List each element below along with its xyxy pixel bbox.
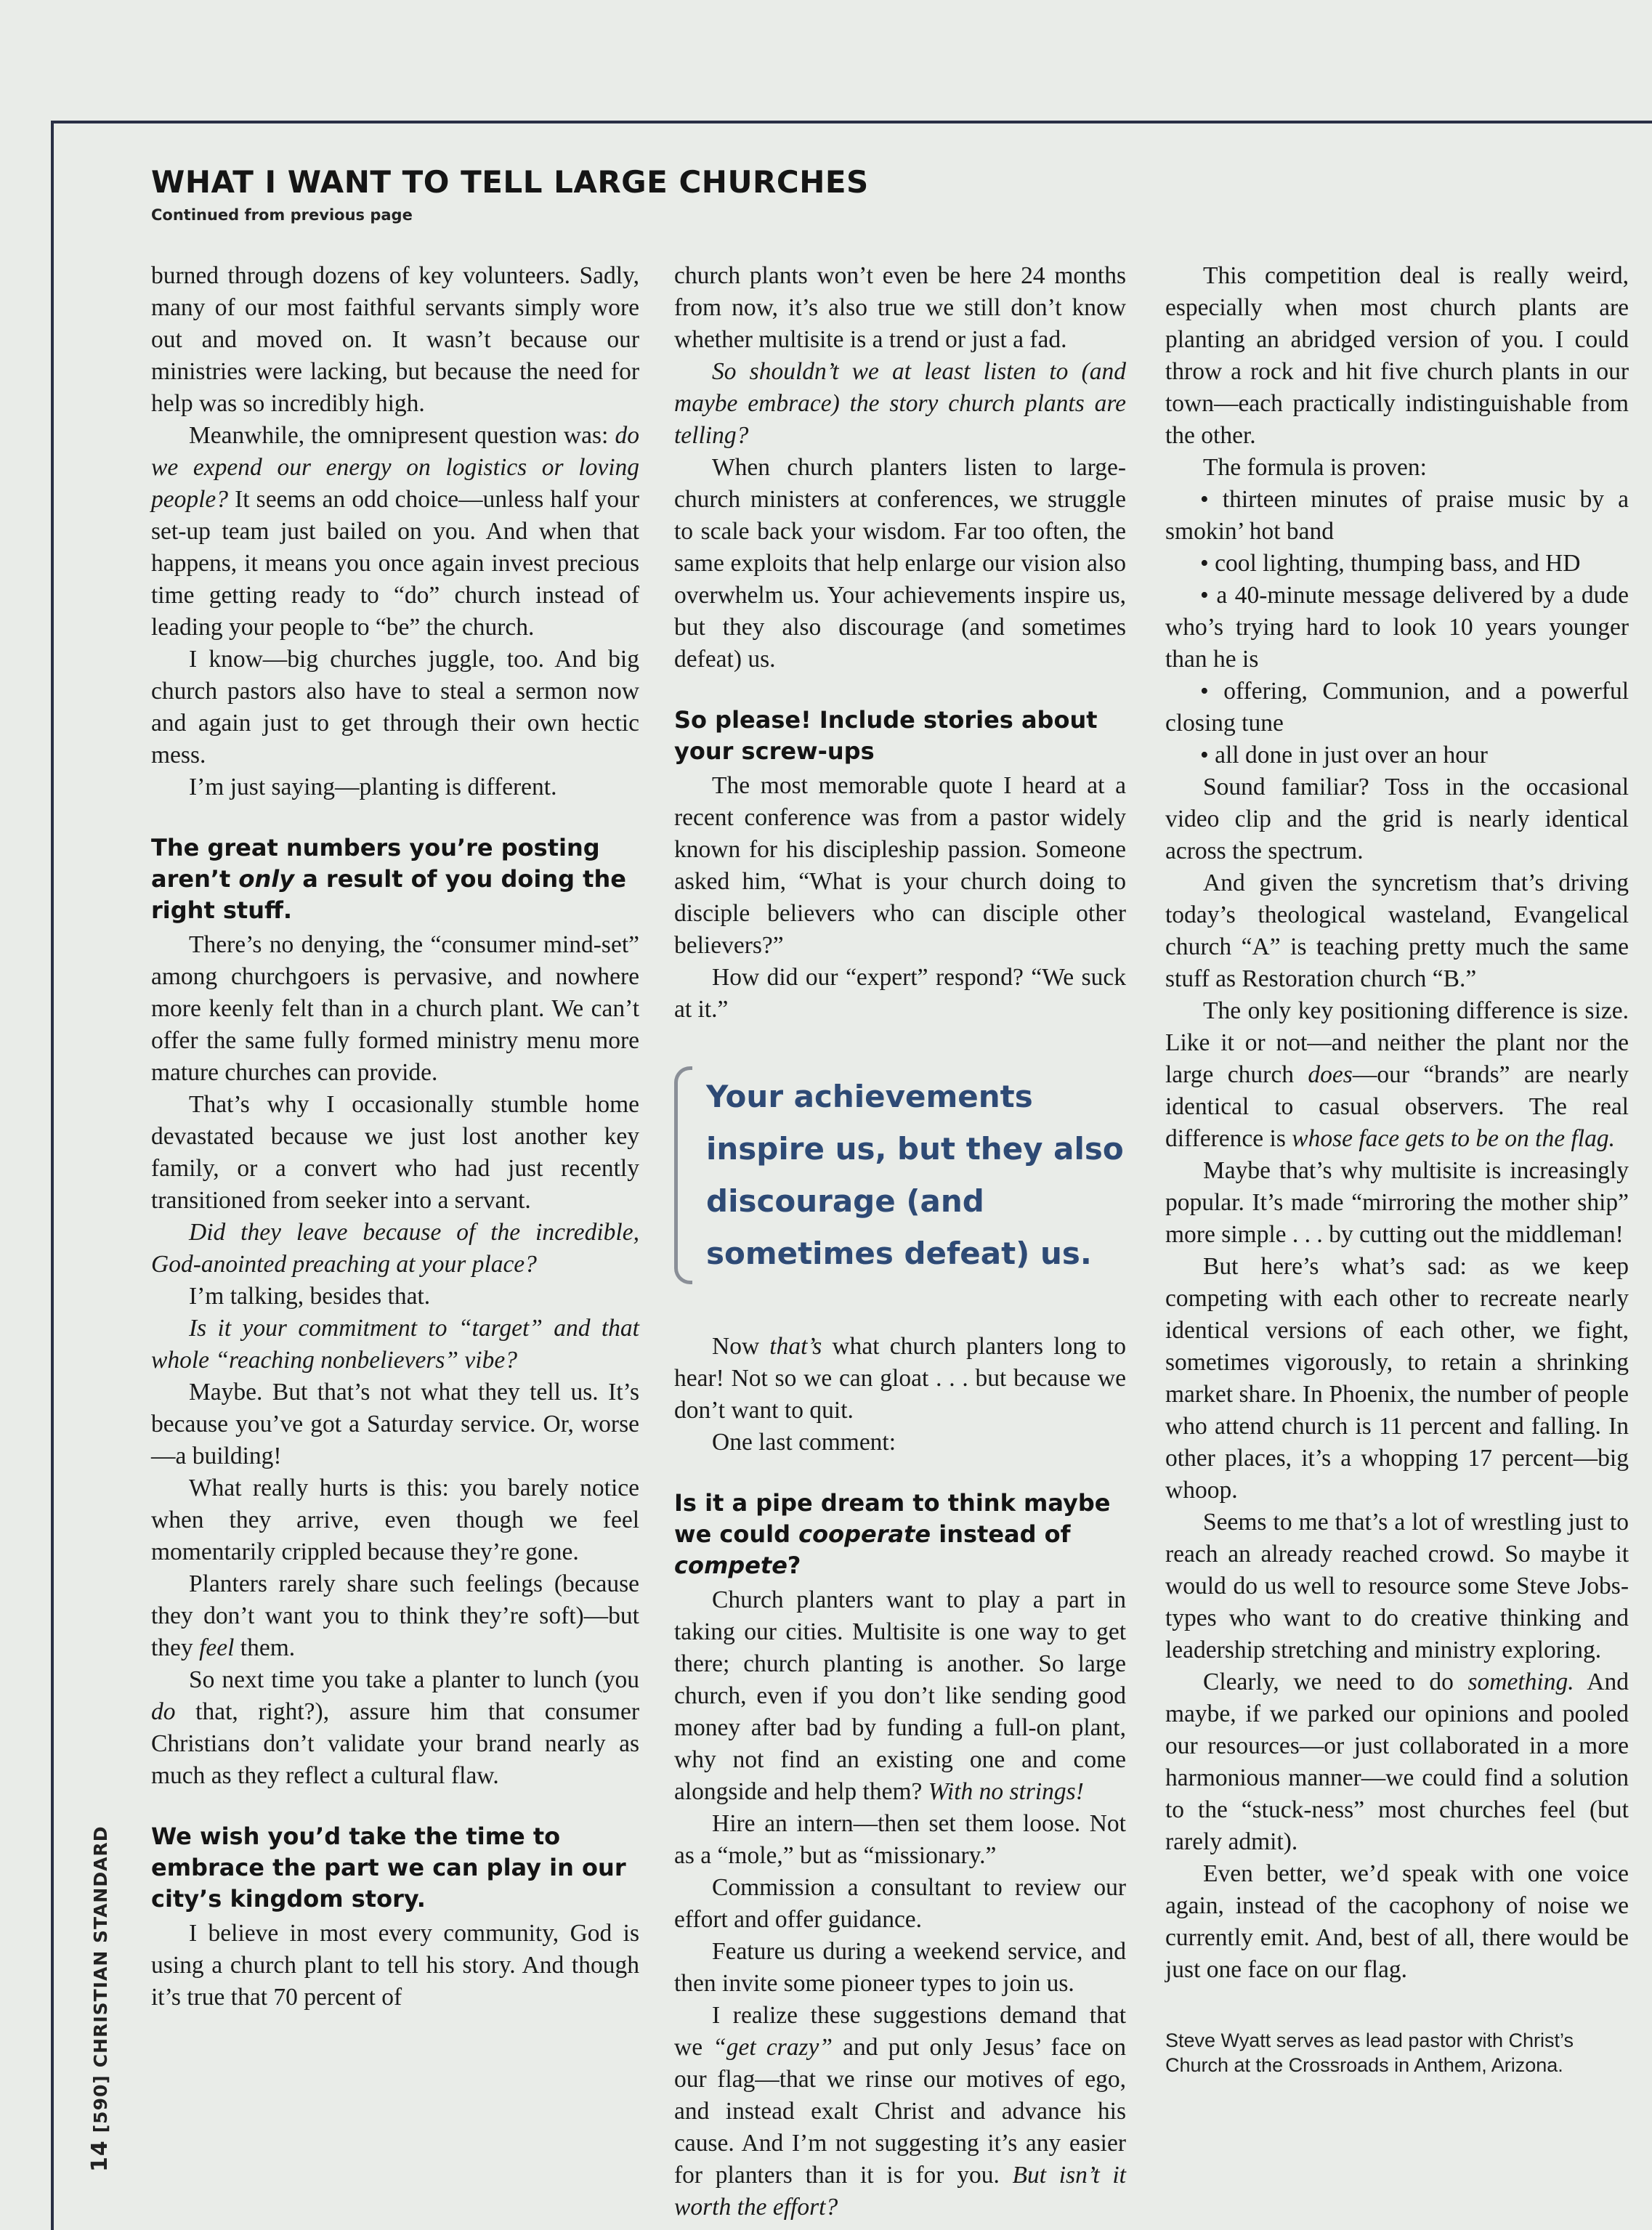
- pull-quote-text: Your achievements inspire us, but they also discourage (and sometimes defeat) us.: [706, 1079, 1124, 1271]
- subheading: Is it a pipe dream to think maybe we could cooperate instead of compete?: [674, 1489, 1111, 1579]
- paragraph: The formula is proven:: [1203, 454, 1427, 481]
- paragraph: One last comment:: [712, 1429, 896, 1456]
- paragraph: When church planters listen to large-church ministers at conferences, we struggle to scale back your wisdom. Far too often, the same exploits that help enlarge our vision also overwhelm us. Your achievements inspire us, but they also discourage (and sometimes defeat) us.: [674, 454, 1126, 673]
- paragraph: How did our “expert” respond? “We suck at it.”: [674, 964, 1126, 1023]
- paragraph: Now that’s what church planters long to hear! Not so we can gloat . . . but because we don’t want to quit.: [674, 1333, 1126, 1424]
- paragraph: Meanwhile, the omnipresent question was: do we expend our energy on logistics or loving people? It seems an odd choice—unless half your set-up team just bailed on you. And when that happens, it means you once again invest precious time getting ready to “do” church instead of leading your people to “be” the church.: [151, 422, 639, 641]
- paragraph: Church planters want to play a part in taking our cities. Multisite is one way to get there; church planting is another. So large church, even if you don’t like sending good money after bad by funding a full-on plant, why not find an existing one and come alongside and help them? With no strings!: [674, 1586, 1126, 1805]
- pull-quote: [674, 1066, 1126, 1284]
- subheading: So please! Include stories about your screw-ups: [674, 706, 1098, 765]
- paragraph: Planters rarely share such feelings (because they don’t want you to think they’re soft)—but they feel them.: [151, 1570, 639, 1661]
- paragraph: Seems to me that’s a lot of wrestling just to reach an already reached crowd. So maybe it would do us well to resource some Steve Jobs-types who want to do creative thinking and leadership stretching and ministry exploring.: [1165, 1509, 1629, 1663]
- paragraph: I know—big churches juggle, too. And big church pastors also have to steal a sermon now and again just to get through their own hectic mess.: [151, 646, 639, 769]
- paragraph: The only key positioning difference is size. Like it or not—and neither the plant nor the large church does—our “brands” are nearly identical to casual observers. The real difference is whose face gets to be on the flag.: [1165, 997, 1629, 1152]
- list-item: • thirteen minutes of praise music by a smokin’ hot band: [1165, 486, 1629, 545]
- paragraph: Did they leave because of the incredible, God-anointed preaching at your place?: [151, 1219, 639, 1278]
- paragraph: What really hurts is this: you barely notice when they arrive, even though we feel momentarily crippled because they’re gone.: [151, 1475, 639, 1565]
- paragraph: That’s why I occasionally stumble home devastated because we just lost another key family, or a convert who had just recently transitioned from seeker into a servant.: [151, 1091, 639, 1214]
- bracket-ornament: [674, 1066, 692, 1284]
- page-number: 14: [87, 2140, 113, 2172]
- column-1: [151, 260, 639, 2014]
- paragraph: Maybe. But that’s not what they tell us. It’s because you’ve got a Saturday service. Or, worse—a building!: [151, 1379, 639, 1469]
- subheading: We wish you’d take the time to embrace the part we can play in our city’s kingdom story.: [151, 1822, 626, 1913]
- paragraph: I’m talking, besides that.: [189, 1283, 431, 1310]
- paragraph: This competition deal is really weird, especially when most church plants are planting an abridged version of you. I could throw a rock and hit five church plants in our town—each practically indistinguishable from the other.: [1165, 262, 1629, 449]
- paragraph: burned through dozens of key volunteers. Sadly, many of our most faithful servants simply wore out and moved on. It wasn’t because our ministries were lacking, but because the need for help was so incredibly high.: [151, 262, 639, 417]
- issue-number: [590]: [90, 2075, 111, 2133]
- article-title: WHAT I WANT TO TELL LARGE CHURCHES: [151, 164, 869, 200]
- list-item: • offering, Communion, and a powerful closing tune: [1165, 678, 1629, 737]
- paragraph: Even better, we’d speak with one voice again, instead of the cacophony of noise we currently emit. And, best of all, there would be just one face on our flag.: [1165, 1860, 1629, 1983]
- column-3: [1165, 260, 1629, 2077]
- paragraph: Is it your commitment to “target” and that whole “reaching nonbelievers” vibe?: [151, 1315, 639, 1374]
- paragraph: The most memorable quote I heard at a recent conference was from a pastor widely known for his discipleship passion. Someone asked him, “What is your church doing to disciple believers who can disciple other believers?”: [674, 772, 1126, 959]
- paragraph: I believe in most every community, God is using a church plant to tell his story. And though it’s true that 70 percent of: [151, 1920, 639, 2011]
- paragraph: Hire an intern—then set them loose. Not as a “mole,” but as “missionary.”: [674, 1810, 1126, 1869]
- paragraph: Feature us during a weekend service, and then invite some pioneer types to join us.: [674, 1938, 1126, 1997]
- paragraph: There’s no denying, the “consumer mind-set” among churchgoers is pervasive, and nowhere more keenly felt than in a church plant. We can’t offer the same fully formed ministry menu more mature churches can provide.: [151, 931, 639, 1086]
- paragraph: I realize these suggestions demand that we “get crazy” and put only Jesus’ face on our flag—that we rinse our motives of ego, and instead exalt Christ and advance his cause. And I’m not suggesting it’s any easier for planters than it is for you. But isn’t it worth the effort?: [674, 2002, 1127, 2221]
- column-2: [674, 260, 1126, 2223]
- article-header: [151, 166, 1168, 224]
- list-item: • all done in just over an hour: [1200, 742, 1488, 769]
- list-item: • a 40-minute message delivered by a dude who’s trying hard to look 10 years younger than he is: [1165, 582, 1629, 673]
- list-item: • cool lighting, thumping bass, and HD: [1200, 550, 1581, 577]
- continued-note: Continued from previous page: [151, 206, 413, 224]
- paragraph: Commission a consultant to review our effort and offer guidance.: [674, 1874, 1126, 1933]
- paragraph: So shouldn’t we at least listen to (and maybe embrace) the story church plants are telling?: [674, 358, 1126, 449]
- paragraph: Clearly, we need to do something. And maybe, if we parked our opinions and pooled our resources—or just collaborated in a more harmonious manner—we could find a solution to the “stuck-ness” most churches feel (but rarely admit).: [1165, 1669, 1629, 1855]
- paragraph: church plants won’t even be here 24 months from now, it’s also true we still don’t know whether multisite is a trend or just a fad.: [674, 262, 1126, 353]
- paragraph: And given the syncretism that’s driving today’s theological wasteland, Evangelical church “A” is teaching pretty much the same stuff as Restoration church “B.”: [1165, 869, 1629, 992]
- subheading: The great numbers you’re posting aren’t only a result of you doing the right stuff.: [151, 834, 626, 924]
- paragraph: I’m just saying—planting is different.: [189, 774, 557, 800]
- paragraph: Sound familiar? Toss in the occasional video clip and the grid is nearly identical across the spectrum.: [1165, 774, 1629, 864]
- paragraph: So next time you take a planter to lunch (you do that, right?), assure him that consumer Christians don’t validate your brand nearly as much as they reflect a cultural flaw.: [151, 1666, 639, 1789]
- page-folio: [87, 1826, 113, 2172]
- publication-name: CHRISTIAN STANDARD: [90, 1825, 111, 2068]
- author-bio: Steve Wyatt serves as lead pastor with Christ’s Church at the Crossroads in Anthem, Arizona.: [1165, 2030, 1574, 2076]
- paragraph: Maybe that’s why multisite is increasingly popular. It’s made “mirroring the mother ship” more simple . . . by cutting out the middleman!: [1165, 1157, 1629, 1248]
- paragraph: But here’s what’s sad: as we keep competing with each other to recreate nearly identical versions of each other, we fight, sometimes vigorously, to retain a shrinking market share. In Phoenix, the number of people who attend church is 11 percent and falling. In other places, it’s a whopping 17 percent—big whoop.: [1165, 1253, 1629, 1504]
